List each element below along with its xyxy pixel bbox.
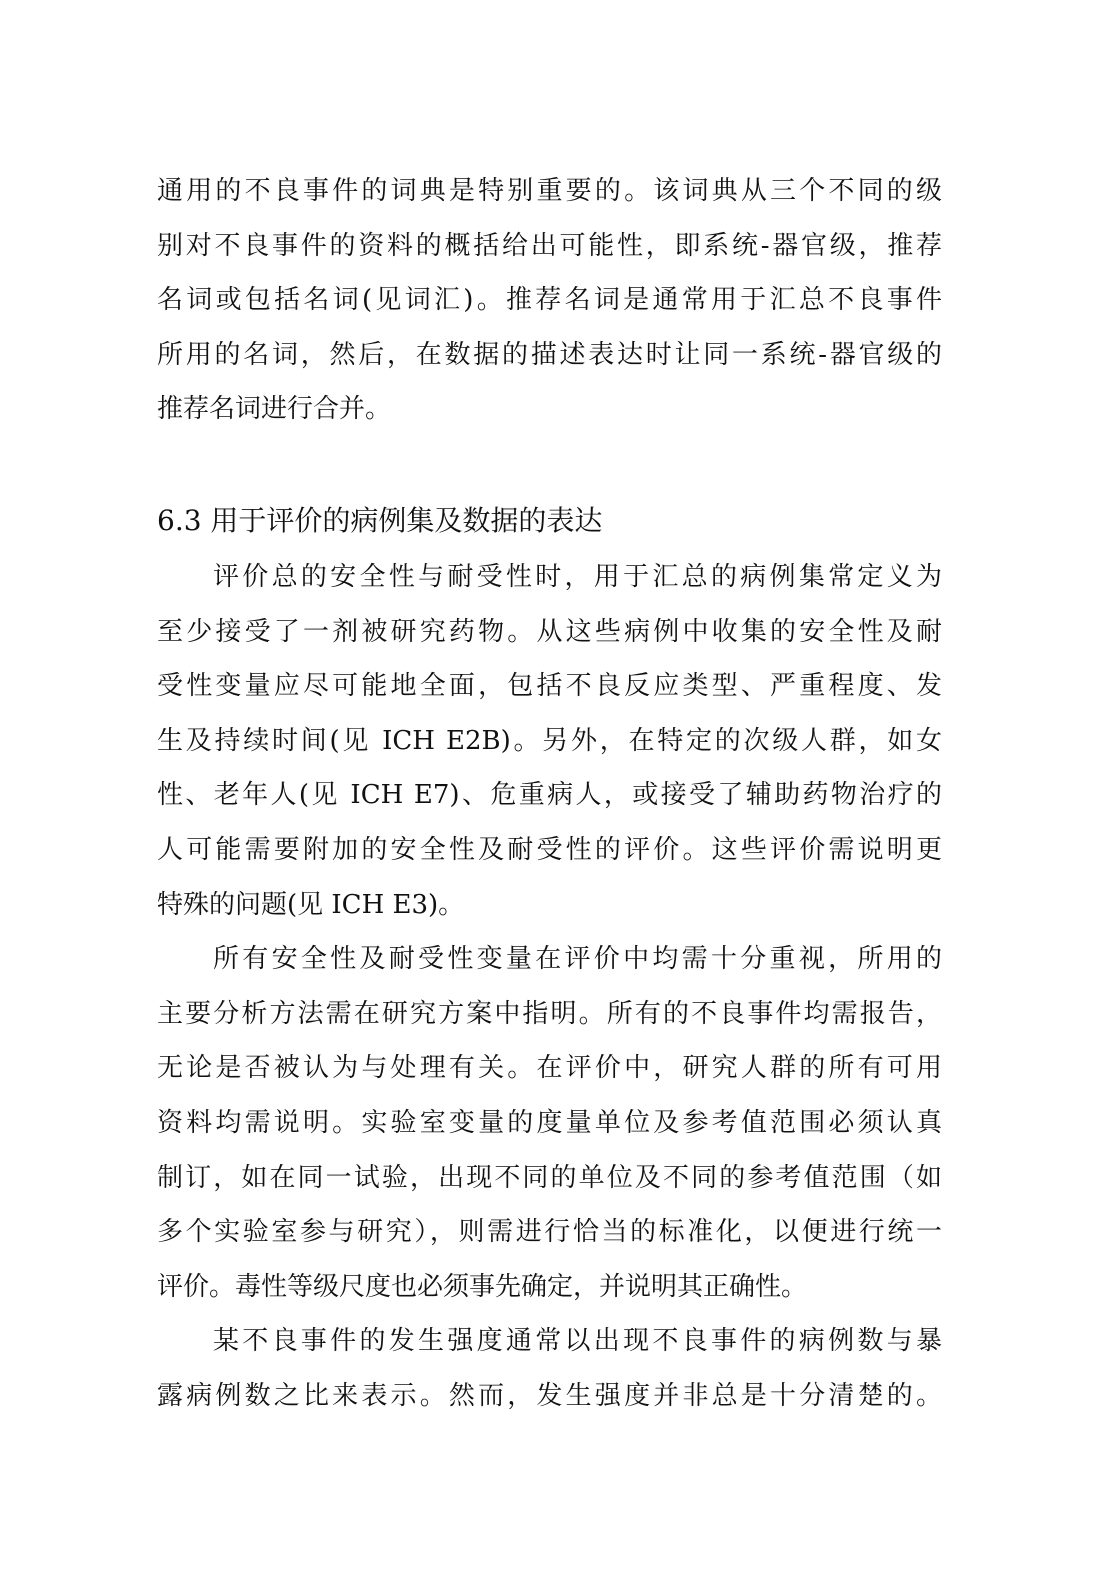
paragraph-line: 推荐名词进行合并。 bbox=[157, 394, 392, 425]
paragraph-line: 特殊的问题(见 ICH E3)。 bbox=[157, 889, 465, 920]
paragraph-4 bbox=[157, 1314, 942, 1423]
paragraph-2 bbox=[157, 550, 942, 932]
paragraph-line: 露病例数之比来表示。然而，发生强度并非总是十分清楚的。 bbox=[157, 1380, 942, 1411]
paragraph-line: 所有安全性及耐受性变量在评价中均需十分重视，所用的 bbox=[213, 944, 942, 975]
paragraph-line: 无论是否被认为与处理有关。在评价中，研究人群的所有可用 bbox=[157, 1053, 942, 1084]
document-page bbox=[157, 164, 942, 1423]
paragraph-line: 生及持续时间(见 ICH E2B)。另外，在特定的次级人群，如女 bbox=[157, 725, 942, 756]
paragraph-line: 通用的不良事件的词典是特别重要的。该词典从三个不同的级 bbox=[157, 176, 942, 206]
paragraph-line: 受性变量应尽可能地全面，包括不良反应类型、严重程度、发 bbox=[157, 671, 942, 702]
paragraph-line: 至少接受了一剂被研究药物。从这些病例中收集的安全性及耐 bbox=[157, 616, 942, 647]
paragraph-line: 多个实验室参与研究），则需进行恰当的标准化，以便进行统一 bbox=[157, 1217, 942, 1248]
section-heading: 6.3 用于评价的病例集及数据的表达 bbox=[157, 503, 603, 537]
paragraph-line: 性、老年人(见 ICH E7)、危重病人，或接受了辅助药物治疗的 bbox=[157, 780, 942, 811]
paragraph-3 bbox=[157, 932, 942, 1314]
paragraph-line: 资料均需说明。实验室变量的度量单位及参考值范围必须认真 bbox=[157, 1107, 942, 1138]
paragraph-line: 别对不良事件的资料的概括给出可能性，即系统-器官级，推荐 bbox=[157, 230, 942, 261]
paragraph-line: 主要分析方法需在研究方案中指明。所有的不良事件均需报告， bbox=[157, 998, 942, 1029]
paragraph-line: 所用的名词，然后，在数据的描述表达时让同一系统-器官级的 bbox=[157, 339, 942, 370]
paragraph-line: 某不良事件的发生强度通常以出现不良事件的病例数与暴 bbox=[213, 1326, 942, 1357]
paragraph-line: 评价。毒性等级尺度也必须事先确定，并说明其正确性。 bbox=[157, 1271, 808, 1302]
paragraph-line: 名词或包括名词(见词汇)。推荐名词是通常用于汇总不良事件 bbox=[157, 285, 942, 316]
paragraph-line: 制订，如在同一试验，出现不同的单位及不同的参考值范围（如 bbox=[157, 1162, 942, 1193]
paragraph-1 bbox=[157, 164, 942, 437]
paragraph-line: 人可能需要附加的安全性及耐受性的评价。这些评价需说明更 bbox=[157, 834, 942, 865]
paragraph-line: 评价总的安全性与耐受性时，用于汇总的病例集常定义为 bbox=[213, 561, 942, 592]
